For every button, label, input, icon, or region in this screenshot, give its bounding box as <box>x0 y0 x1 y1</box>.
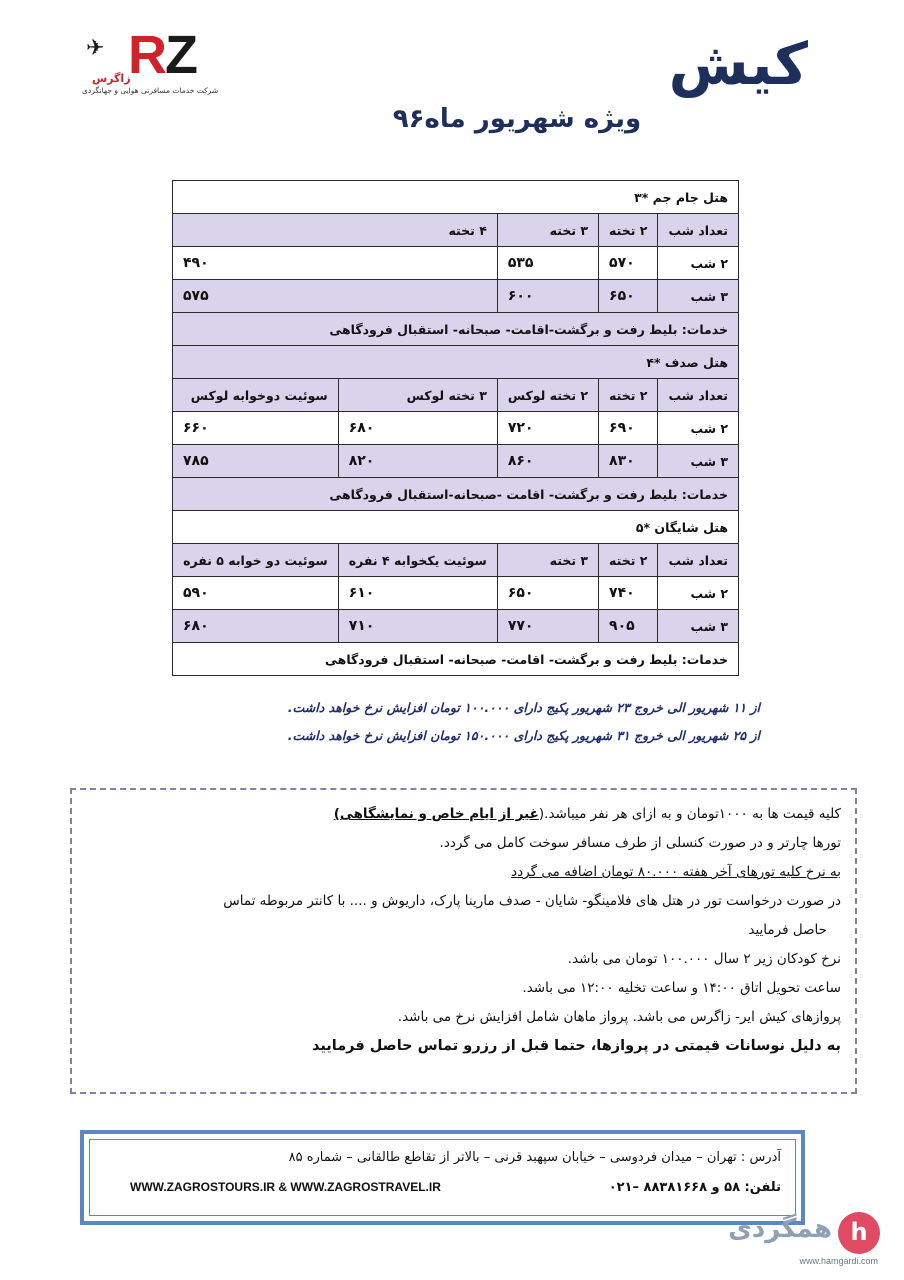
logo-name: زاگرس <box>92 72 131 85</box>
hamgardi-watermark <box>716 1212 886 1270</box>
price-cell: ۴۹۰ <box>173 247 498 280</box>
price-cell: ۷۴۰ <box>599 577 658 610</box>
price-cell: ۹۰۵ <box>599 610 658 643</box>
column-header: ۲ تخته <box>599 379 658 412</box>
column-header: تعداد شب <box>658 379 739 412</box>
price-table-grid <box>172 180 739 676</box>
table-row <box>173 247 739 280</box>
column-header: ۲ تخته لوکس <box>497 379 598 412</box>
terms-line-children: نرخ کودکان زیر ۲ سال ۱۰۰.۰۰۰ تومان می باشد. <box>567 951 841 967</box>
column-header: ۲ تخته <box>599 544 658 577</box>
page-title: کیش <box>668 30 808 98</box>
hotel-name: هتل شایگان *۵ <box>173 511 739 544</box>
price-increase-notice-1: از ۱۱ شهریور الی خروج ۲۳ شهریور پکیج دارای ۱۰۰.۰۰۰ تومان افزایش نرخ خواهد داشت. <box>287 700 760 715</box>
table-row <box>173 610 739 643</box>
price-cell: ۷۸۵ <box>173 445 339 478</box>
hotel-name: هتل صدف *۴ <box>173 346 739 379</box>
logo-subtitle: شرکت خدمات مسافرتی هوایی و جهانگردی <box>82 86 219 95</box>
logo-letters <box>128 24 196 86</box>
column-header: ۳ تخته <box>497 544 598 577</box>
table-header-row <box>173 544 739 577</box>
page-subtitle: ویژه شهریور ماه۹۶ <box>392 104 642 134</box>
table-row <box>173 445 739 478</box>
company-logo <box>80 25 245 98</box>
terms-line-weekend: به نرخ کلیه تورهای آخر هفته ۸۰.۰۰۰ تومان اضافه می گردد <box>511 864 841 880</box>
services-text: خدمات: بلیط رفت و برگشت-اقامت- صبحانه- استقبال فرودگاهی <box>173 313 739 346</box>
hotel-name-row <box>173 181 739 214</box>
price-cell: ۶۸۰ <box>173 610 339 643</box>
table-row <box>173 412 739 445</box>
column-header: تعداد شب <box>658 544 739 577</box>
terms-line-flights: پروازهای کیش ایر- زاگرس می باشد. پرواز ماهان شامل افزایش نرخ می باشد. <box>397 1009 841 1025</box>
table-header-row <box>173 214 739 247</box>
contact-footer <box>80 1130 805 1225</box>
column-header: سوئیت دوخوابه لوکس <box>173 379 339 412</box>
services-row <box>173 313 739 346</box>
column-header: ۲ تخته <box>599 214 658 247</box>
price-cell: ۷۲۰ <box>497 412 598 445</box>
airplane-icon: ✈ <box>86 36 105 61</box>
price-cell: ۵۷۰ <box>599 247 658 280</box>
logo-letter-z: Z <box>165 25 196 85</box>
price-cell: ۵۷۵ <box>173 280 498 313</box>
price-cell: ۸۶۰ <box>497 445 598 478</box>
price-cell: ۶۵۰ <box>599 280 658 313</box>
column-header: ۳ تخته <box>497 214 598 247</box>
terms-line-prices: کلیه قیمت ها به ۱۰۰۰تومان و به ازای هر نفر میباشد.(غیر از ایام خاص و نمایشگاهی) <box>333 806 841 822</box>
price-cell: ۶۶۰ <box>173 412 339 445</box>
hotel-name: هتل جام جم *۳ <box>173 181 739 214</box>
footer-address: آدرس : تهران – میدان فردوسی – خیابان سپهبد قرنی – بالاتر از تقاطع طالقانی – شماره ۸۵ <box>288 1150 781 1165</box>
nights-cell: ۳ شب <box>658 280 739 313</box>
price-cell: ۶۵۰ <box>497 577 598 610</box>
terms-line-charter: تورها چارتر و در صورت کنسلی از طرف مسافر سوخت کامل می گردد. <box>439 835 841 851</box>
price-cell: ۸۳۰ <box>599 445 658 478</box>
watermark-url: www.hamgardi.com <box>799 1256 878 1266</box>
column-header: تعداد شب <box>658 214 739 247</box>
watermark-brand: همگردی <box>728 1214 832 1244</box>
column-header: سوئیت یکخوابه ۴ نفره <box>338 544 497 577</box>
price-cell: ۷۷۰ <box>497 610 598 643</box>
nights-cell: ۲ شب <box>658 577 739 610</box>
price-cell: ۶۱۰ <box>338 577 497 610</box>
services-text: خدمات: بلیط رفت و برگشت- اقامت- صبحانه- استقبال فرودگاهی <box>173 643 739 676</box>
price-cell: ۶۹۰ <box>599 412 658 445</box>
price-cell: ۵۹۰ <box>173 577 339 610</box>
price-cell: ۸۲۰ <box>338 445 497 478</box>
price-cell: ۷۱۰ <box>338 610 497 643</box>
nights-cell: ۲ شب <box>658 412 739 445</box>
nights-cell: ۲ شب <box>658 247 739 280</box>
column-header: سوئیت دو خوابه ۵ نفره <box>173 544 339 577</box>
price-cell: ۶۸۰ <box>338 412 497 445</box>
table-row <box>173 577 739 610</box>
column-header: ۳ تخته لوکس <box>338 379 497 412</box>
services-row <box>173 643 739 676</box>
price-table <box>172 180 739 676</box>
nights-cell: ۳ شب <box>658 610 739 643</box>
terms-line-warning: به دلیل نوسانات قیمتی در پروازها، حتما قبل از رزرو تماس حاصل فرمایید <box>312 1038 841 1054</box>
nights-cell: ۳ شب <box>658 445 739 478</box>
price-cell: ۵۳۵ <box>497 247 598 280</box>
logo-letter-r: R <box>128 25 165 85</box>
hotel-name-row <box>173 346 739 379</box>
services-row <box>173 478 739 511</box>
terms-line-other-hotels: در صورت درخواست تور در هتل های فلامینگو- شایان - صدف مارینا پارک، داریوش و .... با کانتر مربوطه تماس <box>223 893 841 909</box>
services-text: خدمات: بلیط رفت و برگشت- اقامت -صبحانه-استقبال فرودگاهی <box>173 478 739 511</box>
terms-box <box>70 788 857 1094</box>
terms-line-checkin: ساعت تحویل اتاق ۱۴:۰۰ و ساعت تخلیه ۱۲:۰۰ می باشد. <box>522 980 841 996</box>
table-row <box>173 280 739 313</box>
price-increase-notice-2: از ۲۵ شهریور الی خروج ۳۱ شهریور پکیج دارای ۱۵۰.۰۰۰ تومان افزایش نرخ خواهد داشت. <box>287 728 760 743</box>
column-header: ۴ تخته <box>173 214 498 247</box>
footer-websites[interactable]: WWW.ZAGROSTOURS.IR & WWW.ZAGROSTRAVEL.IR <box>130 1180 441 1194</box>
terms-line-other-hotels-cont: حاصل فرمایید <box>748 922 827 938</box>
hotel-name-row <box>173 511 739 544</box>
table-header-row <box>173 379 739 412</box>
footer-phone: تلفن: ۵۸ و ۸۸۳۸۱۶۶۸ –۰۲۱ <box>608 1180 781 1195</box>
hamgardi-logo-icon: h <box>838 1212 880 1254</box>
price-cell: ۶۰۰ <box>497 280 598 313</box>
